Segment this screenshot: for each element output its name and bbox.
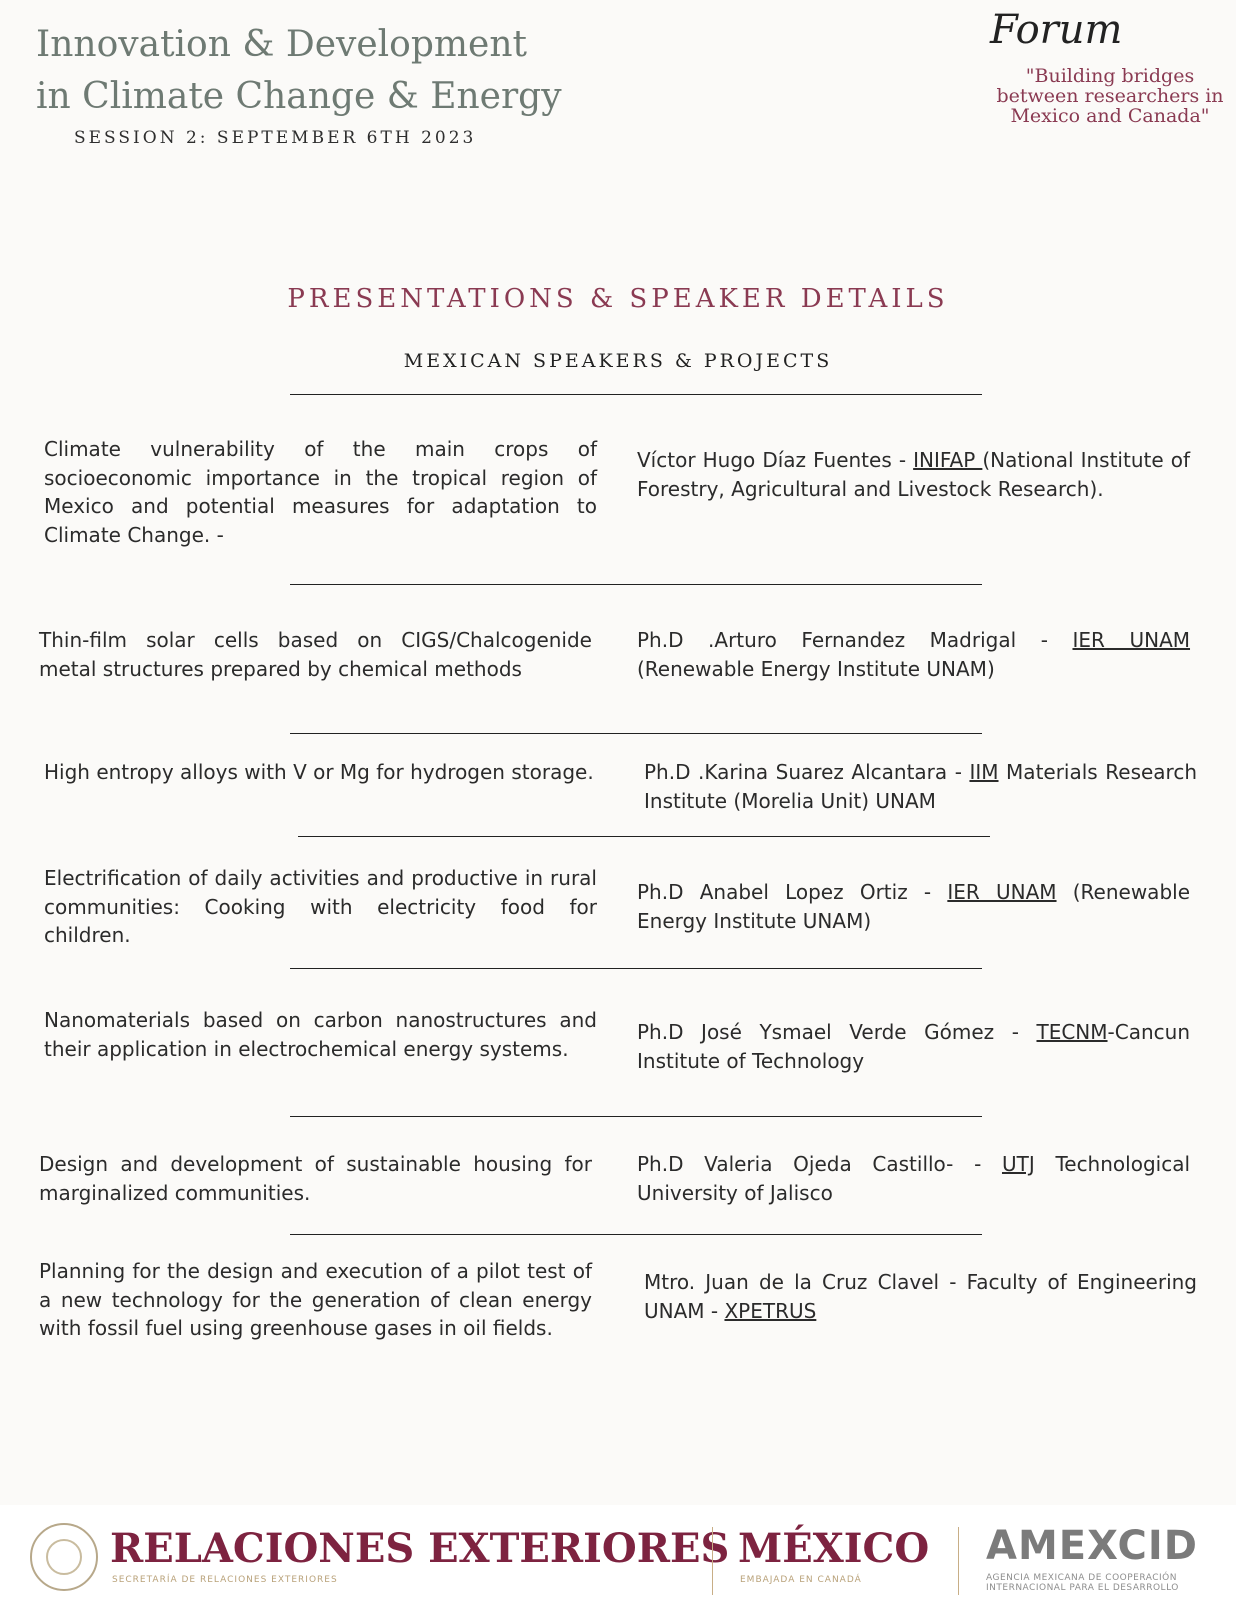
speaker-details — [644, 1268, 1197, 1325]
institution-link[interactable]: IER UNAM — [947, 880, 1057, 904]
speaker-details — [637, 1150, 1190, 1207]
institution-link[interactable]: IIM — [969, 760, 999, 784]
forum-label: Forum — [990, 7, 1123, 53]
project-title: High entropy alloys with V or Mg for hydrogen storage. — [44, 760, 594, 784]
divider — [298, 836, 990, 837]
speaker-institution: Materials Research Institute (Morelia Unit) UNAM — [644, 760, 1198, 813]
divider — [290, 1116, 982, 1117]
speaker-name: Ph.D Anabel Lopez Ortiz - — [637, 880, 948, 904]
speaker-institution: (National Institute of Forestry, Agricultural and Livestock Research). — [637, 448, 1190, 501]
speaker-name: Ph.D .Karina Suarez Alcantara - — [644, 760, 970, 784]
amexcid-logo-name: AMEXCID — [986, 1523, 1198, 1569]
divider — [290, 733, 982, 734]
mexico-logo-subtitle: EMBAJADA EN CANADÁ — [740, 1575, 862, 1585]
institution-link[interactable]: UTJ — [1001, 1152, 1035, 1176]
project-title: Climate vulnerability of the main crops of socioeconomic importance in the tropical region of Mexico and potential measures for adaptation to Climate Change. - — [44, 437, 597, 547]
event-title-line-1: Innovation & Development — [36, 24, 527, 65]
project-title: Design and development of sustainable housing for marginalized communities. — [39, 1152, 592, 1205]
project-title: Planning for the design and execution of a pilot test of a new technology for the generation of clean energy with fossil fuel using greenhouse gases in oil fields. — [39, 1259, 592, 1340]
institution-link[interactable]: XPETRUS — [724, 1298, 817, 1323]
speaker-name: Ph.D Valeria Ojeda Castillo- - — [637, 1152, 1002, 1176]
institution-link[interactable]: INIFAP — [913, 448, 983, 472]
speaker-name: Mtro. Juan de la Cruz Clavel - Faculty of Engineering UNAM - — [644, 1270, 1197, 1323]
speaker-institution: Technological University of Jalisco — [637, 1152, 1191, 1205]
national-seal-icon — [30, 1523, 98, 1591]
divider — [290, 968, 982, 969]
section-title: PRESENTATIONS & SPEAKER DETAILS — [287, 284, 949, 314]
speaker-name: Ph.D .Arturo Fernandez Madrigal - — [637, 628, 1073, 652]
logo-separator — [712, 1527, 713, 1595]
speaker-institution: (Renewable Energy Institute UNAM) — [637, 880, 1190, 933]
institution-link[interactable]: IER UNAM — [1072, 628, 1191, 652]
divider — [290, 584, 982, 585]
project-title: Nanomaterials based on carbon nanostructures and their application in electrochemical energy systems. — [44, 1008, 597, 1061]
sre-logo-subtitle: SECRETARÍA DE RELACIONES EXTERIORES — [112, 1575, 338, 1585]
sre-logo-name: RELACIONES EXTERIORES — [110, 1525, 730, 1572]
speaker-details — [637, 1018, 1190, 1075]
amexcid-logo-subtitle: AGENCIA MEXICANA DE COOPERACIÓN INTERNACIONAL PARA EL DESARROLLO — [986, 1573, 1179, 1593]
speaker-name: Víctor Hugo Díaz Fuentes - — [637, 448, 914, 472]
speaker-details — [637, 446, 1190, 503]
institution-link[interactable]: TECNM — [1036, 1020, 1108, 1044]
speaker-name: Ph.D José Ysmael Verde Gómez - — [637, 1020, 1037, 1044]
footer-logos — [0, 1505, 1236, 1600]
logo-separator — [958, 1527, 959, 1595]
speaker-details — [644, 758, 1197, 815]
event-title-line-2: in Climate Change & Energy — [36, 76, 562, 117]
speaker-details — [637, 878, 1190, 935]
divider — [290, 1234, 982, 1235]
session-date: SESSION 2: SEPTEMBER 6TH 2023 — [74, 128, 477, 148]
forum-quote: "Building bridges between researchers in Mexico and Canada" — [996, 65, 1224, 127]
subsection-title: MEXICAN SPEAKERS & PROJECTS — [403, 350, 833, 372]
mexico-logo-name: MÉXICO — [738, 1525, 930, 1572]
divider — [290, 394, 982, 395]
project-title: Thin-film solar cells based on CIGS/Chalcogenide metal structures prepared by chemical methods — [39, 628, 592, 681]
speaker-institution: (Renewable Energy Institute UNAM) — [637, 656, 995, 681]
speaker-institution: -Cancun Institute of Technology — [637, 1020, 1190, 1073]
project-title: Electrification of daily activities and productive in rural communities: Cooking with electricity food for children. — [44, 866, 597, 947]
speaker-details — [637, 626, 1190, 683]
